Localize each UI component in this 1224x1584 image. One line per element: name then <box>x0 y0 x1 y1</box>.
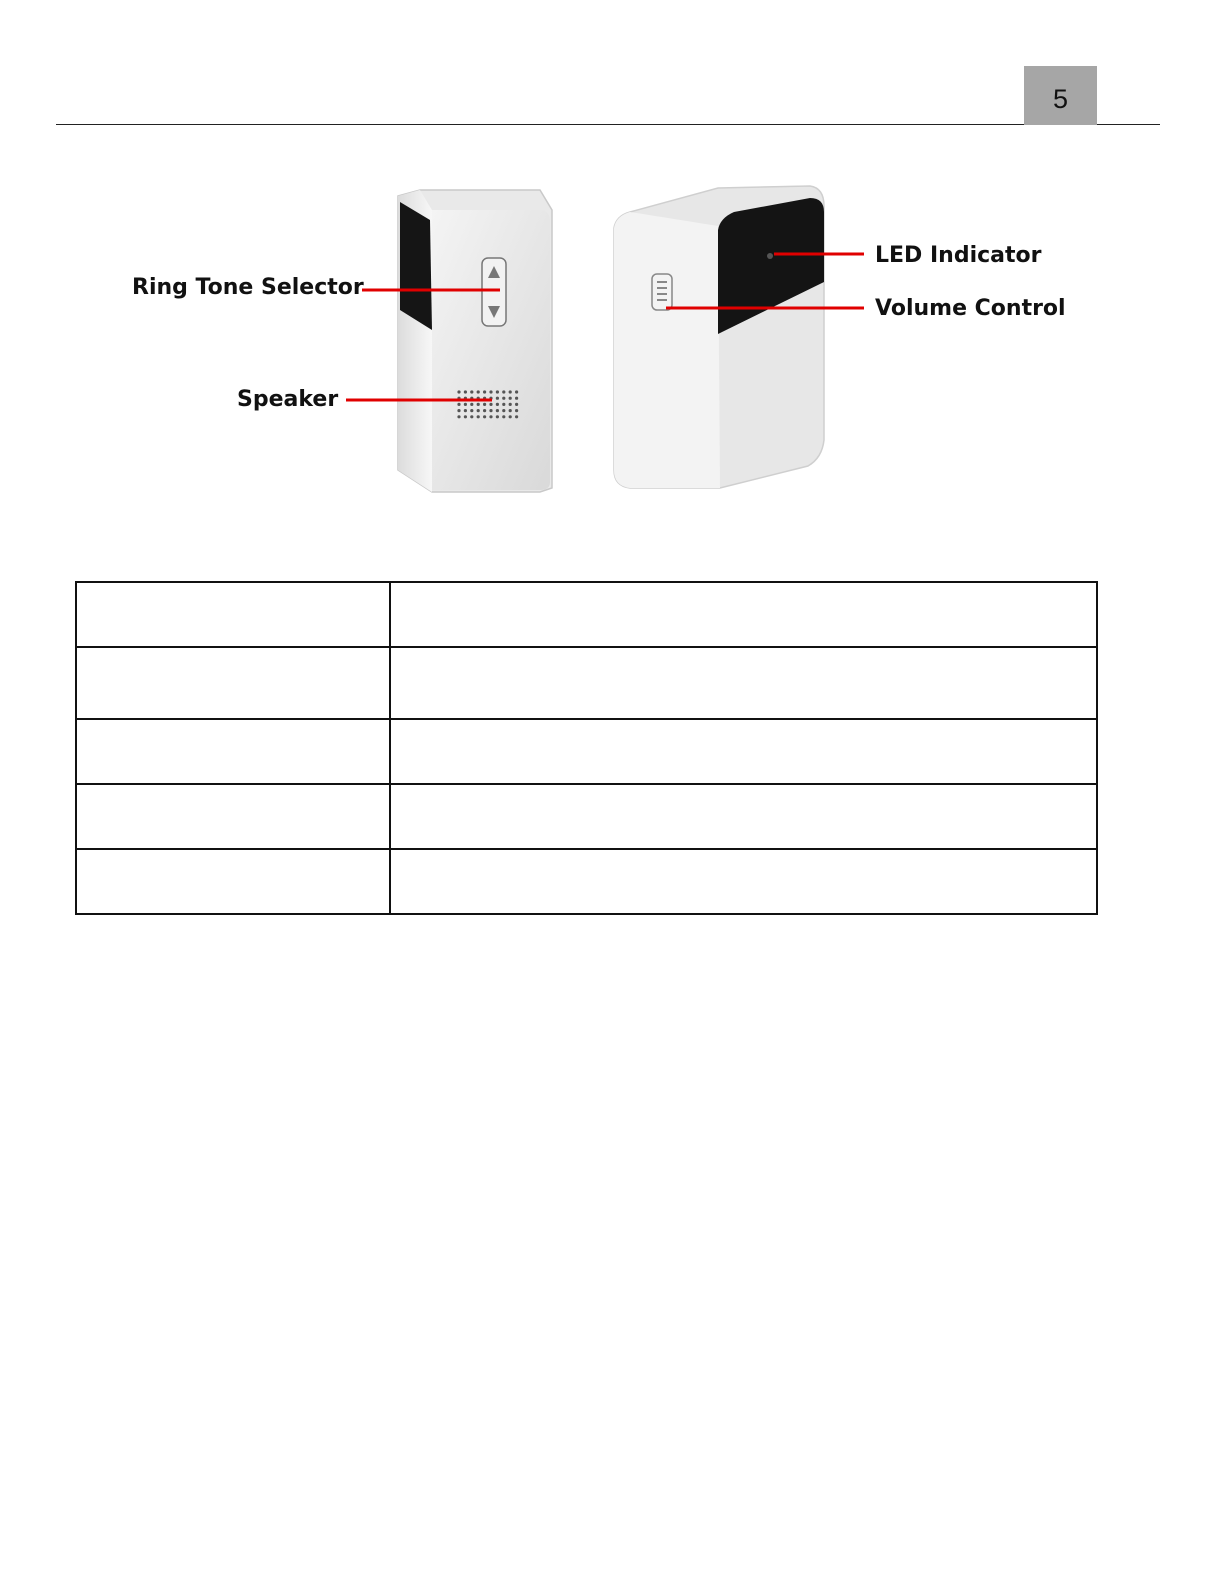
speaker-hole <box>496 403 499 406</box>
speaker-hole <box>496 415 499 418</box>
speaker-hole <box>502 390 505 393</box>
led-indicator-dot <box>767 253 773 259</box>
volume-control-slider <box>652 274 672 310</box>
speaker-hole <box>496 409 499 412</box>
speaker-hole <box>464 415 467 418</box>
speaker-hole <box>509 415 512 418</box>
page-number: 5 <box>1052 84 1069 114</box>
spec-table <box>75 581 1098 915</box>
led-indicator-label: LED Indicator <box>875 243 1042 268</box>
speaker-hole <box>509 397 512 400</box>
speaker-hole <box>502 397 505 400</box>
speaker-hole <box>515 409 518 412</box>
speaker-hole <box>489 403 492 406</box>
speaker-hole <box>489 415 492 418</box>
speaker-hole <box>470 409 473 412</box>
table-cell <box>390 719 1097 784</box>
table-cell <box>76 849 390 914</box>
table-cell <box>390 849 1097 914</box>
table-cell <box>76 719 390 784</box>
page-number-tab <box>1024 66 1097 125</box>
speaker-hole <box>515 403 518 406</box>
speaker-hole <box>464 409 467 412</box>
speaker-hole <box>470 415 473 418</box>
volume-control-label: Volume Control <box>875 296 1066 321</box>
speaker-hole <box>509 403 512 406</box>
speaker-hole <box>457 403 460 406</box>
speaker-hole <box>483 390 486 393</box>
table-cell <box>76 647 390 719</box>
ring-tone-selector-switch <box>482 258 506 326</box>
speaker-hole <box>483 409 486 412</box>
speaker-hole <box>457 415 460 418</box>
speaker-hole <box>477 403 480 406</box>
table-cell <box>76 784 390 849</box>
table-cell <box>76 582 390 647</box>
header-rule <box>56 124 1160 125</box>
speaker-hole <box>457 390 460 393</box>
device-front-view <box>614 186 824 488</box>
table-row <box>76 719 1097 784</box>
speaker-hole <box>489 409 492 412</box>
speaker-hole <box>515 390 518 393</box>
doorbell-receiver-illustration <box>120 170 1080 510</box>
speaker-label: Speaker <box>237 387 339 412</box>
table-row <box>76 784 1097 849</box>
speaker-hole <box>477 409 480 412</box>
table-row <box>76 849 1097 914</box>
speaker-hole <box>509 409 512 412</box>
speaker-hole <box>477 415 480 418</box>
side-dark-panel <box>400 202 432 330</box>
speaker-hole <box>502 415 505 418</box>
speaker-hole <box>489 390 492 393</box>
speaker-hole <box>464 390 467 393</box>
speaker-hole <box>464 403 467 406</box>
ring-tone-selector-label: Ring Tone Selector <box>132 275 364 300</box>
speaker-hole <box>502 403 505 406</box>
speaker-hole <box>483 415 486 418</box>
speaker-hole <box>515 397 518 400</box>
table-cell <box>390 647 1097 719</box>
speaker-hole <box>457 409 460 412</box>
speaker-hole <box>515 415 518 418</box>
speaker-hole <box>470 390 473 393</box>
table-cell <box>390 582 1097 647</box>
table-row <box>76 647 1097 719</box>
device-side-view <box>398 190 552 492</box>
speaker-hole <box>477 390 480 393</box>
speaker-hole <box>502 409 505 412</box>
product-figure <box>120 170 1080 510</box>
speaker-hole <box>509 390 512 393</box>
speaker-hole <box>496 390 499 393</box>
table-row <box>76 582 1097 647</box>
speaker-hole <box>470 403 473 406</box>
table-cell <box>390 784 1097 849</box>
speaker-hole <box>483 403 486 406</box>
speaker-hole <box>496 397 499 400</box>
